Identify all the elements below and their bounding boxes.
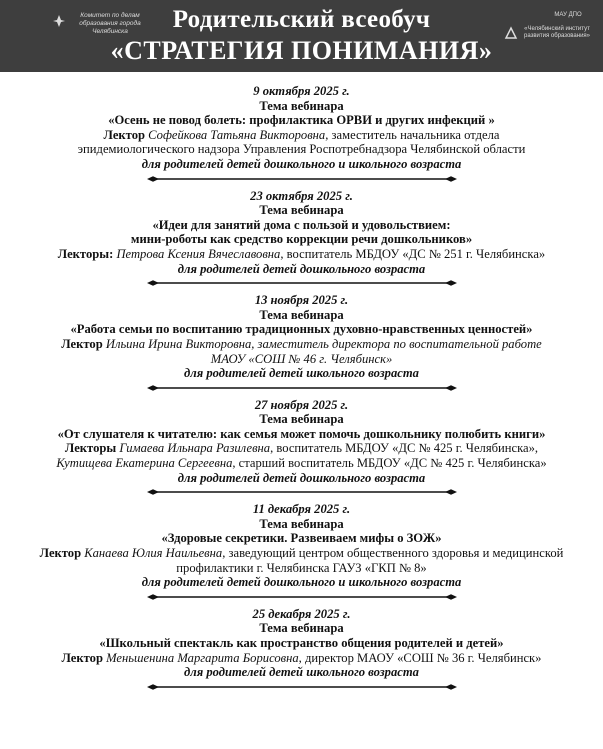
diamond-divider-icon — [147, 175, 457, 183]
lecturer-key: Лекторы: — [57, 246, 114, 261]
event-audience: для родителей детей дошкольного возраста — [177, 470, 426, 485]
committee-logo-text: Комитет по делам образования города Челябинска — [79, 12, 141, 35]
lecturer-name: Петрова Ксения Вячеславовна — [116, 246, 281, 261]
event-block — [0, 398, 603, 497]
event-audience: для родителей детей школьного возраста — [184, 366, 419, 381]
diamond-divider-icon — [147, 279, 457, 287]
lecturer-position: эпидемиологического надзора Управления Роспотребнадзора Челябинской области — [77, 142, 526, 157]
topic-label: Тема вебинара — [259, 621, 344, 636]
event-title-line: «Работа семьи по воспитанию традиционных духовно-нравственных ценностей» — [70, 322, 533, 337]
lecturer-key: Лектор — [61, 336, 103, 351]
lecturer-key: Лектор — [103, 127, 145, 142]
event-audience: для родителей детей дошкольного возраста — [177, 261, 426, 276]
event-title — [0, 636, 603, 651]
event-block — [0, 189, 603, 288]
lecturer-line — [0, 441, 603, 456]
event-date: 27 ноября 2025 г. — [254, 397, 349, 412]
event-audience: для родителей детей школьного возраста — [184, 665, 419, 680]
lecturer-position: , старший воспитатель МБДОУ «ДС № 425 г. Челябинска» — [232, 456, 547, 471]
event-title-line: «Осень не повод болеть: профилактика ОРВИ и других инфекций » — [108, 113, 495, 128]
event-title — [0, 427, 603, 442]
lecturer-position: , воспитатель МБДОУ «ДС № 425 г. Челябинска», — [270, 441, 539, 456]
institute-emblem-icon — [504, 26, 518, 40]
lecturer-line — [0, 128, 603, 143]
event-date: 13 ноября 2025 г. — [254, 293, 349, 308]
lecturer-name: Кутищева Екатерина Сергеевна — [56, 456, 233, 471]
header-title-line2: «СТРАТЕГИЯ ПОНИМАНИЯ» — [110, 36, 493, 65]
event-title-line: «Идеи для занятий дома с пользой и удовольствием: — [152, 217, 451, 232]
topic-label: Тема вебинара — [259, 98, 344, 113]
events-list — [0, 76, 603, 691]
lecturer-name: МАОУ «СОШ № 46 г. Челябинск» — [210, 351, 393, 366]
page-header — [0, 0, 603, 72]
event-block — [0, 84, 603, 183]
topic-label: Тема вебинара — [259, 203, 344, 218]
lecturer-line — [0, 142, 603, 157]
event-block — [0, 293, 603, 392]
event-lecturer — [0, 337, 603, 366]
event-block — [0, 502, 603, 601]
event-lecturer — [0, 441, 603, 470]
lecturer-name: Ильина Ирина Викторовна, заместитель директора по воспитательной работе — [105, 336, 542, 351]
event-lecturer — [0, 128, 603, 157]
event-audience: для родителей детей дошкольного и школьного возраста — [141, 156, 462, 171]
lecturer-line — [0, 247, 603, 262]
event-title — [0, 531, 603, 546]
lecturer-name: Меньшенина Маргарита Борисовна — [106, 650, 299, 665]
event-date: 11 декабря 2025 г. — [252, 502, 351, 517]
diamond-divider-icon — [147, 683, 457, 691]
lecturer-line — [0, 561, 603, 576]
topic-label: Тема вебинара — [259, 516, 344, 531]
lecturer-name: Софейкова Татьяна Викторовна — [148, 127, 326, 142]
lecturer-line — [0, 352, 603, 367]
lecturer-line — [0, 651, 603, 666]
lecturer-name: Канаева Юлия Наильевна — [84, 546, 223, 561]
diamond-divider-icon — [147, 593, 457, 601]
event-title — [0, 322, 603, 337]
event-lecturer — [0, 546, 603, 575]
lecturer-position: профилактики г. Челябинска ГАУЗ «ГКП № 8» — [176, 560, 427, 575]
topic-label: Тема вебинара — [259, 412, 344, 427]
event-lecturer — [0, 651, 603, 666]
diamond-divider-icon — [147, 384, 457, 392]
event-title — [0, 218, 603, 247]
lecturer-position: , воспитатель МБДОУ «ДС № 251 г. Челябинска» — [280, 246, 546, 261]
event-audience: для родителей детей дошкольного и школьного возраста — [141, 575, 462, 590]
topic-label: Тема вебинара — [259, 307, 344, 322]
event-date: 25 декабря 2025 г. — [252, 606, 351, 621]
event-title — [0, 113, 603, 128]
lecturer-line — [0, 456, 603, 471]
lecturer-line — [0, 546, 603, 561]
event-title-line: «Здоровые секретики. Развеиваем мифы о ЗОЖ» — [161, 531, 442, 546]
lecturer-line — [0, 337, 603, 352]
lecturer-key: Лектор — [61, 650, 103, 665]
event-title-line: «От слушателя к читателю: как семья может помочь дошкольнику полюбить книги» — [57, 426, 546, 441]
lecturer-position: , заместитель начальника отдела — [325, 127, 500, 142]
lecturer-position: , заведующий центром общественного здоровья и медицинской — [222, 546, 564, 561]
lecturer-name: Гимаева Ильнара Разилевна — [119, 441, 271, 456]
event-date: 9 октября 2025 г. — [253, 84, 350, 98]
lecturer-position: , директор МАОУ «СОШ № 36 г. Челябинск» — [298, 650, 542, 665]
lecturer-key: Лекторы — [64, 441, 117, 456]
header-title-line1: Родительский всеобуч — [172, 6, 431, 33]
institute-logo-org: МАУ ДПО — [554, 12, 582, 18]
institute-logo-text: «Челябинский институт развития образования» — [523, 26, 591, 39]
event-date: 23 октября 2025 г. — [250, 188, 353, 203]
event-title-line: «Школьный спектакль как пространство общения родителей и детей» — [99, 636, 504, 650]
lecturer-key: Лектор — [39, 546, 82, 561]
event-title-line: мини-роботы как средство коррекции речи дошкольников» — [130, 232, 473, 247]
diamond-divider-icon — [147, 488, 457, 496]
event-block — [0, 607, 603, 691]
event-lecturer — [0, 247, 603, 262]
